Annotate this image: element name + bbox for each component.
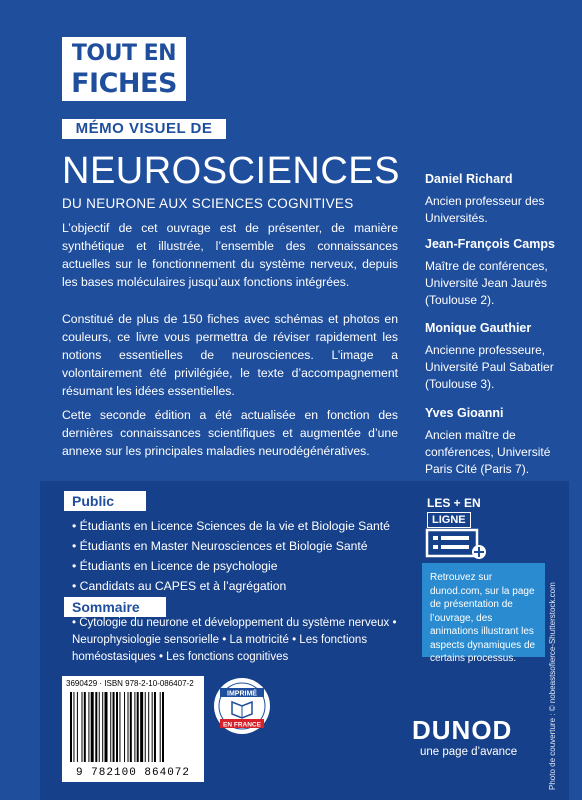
online-document-icon bbox=[425, 528, 489, 565]
barcode-bar bbox=[116, 692, 118, 762]
barcode-bars-icon bbox=[70, 692, 196, 762]
barcode-bar bbox=[160, 692, 161, 762]
barcode-bar bbox=[91, 692, 94, 762]
barcode-bar bbox=[145, 692, 146, 762]
logo-line2: FICHES bbox=[71, 68, 177, 99]
seal-top-text: IMPRIMÉ bbox=[227, 690, 257, 698]
publisher-tagline: une page d’avance bbox=[420, 746, 518, 758]
imprime-en-france-seal bbox=[212, 676, 272, 741]
public-list bbox=[72, 516, 390, 596]
sommaire-text: • Cytologie du neurone et développement du système nerveux • Neurophysiologie sensorielle • La motricité • Les fonctions homéostasiques • Les fonctions cognitives bbox=[72, 617, 397, 663]
publisher-logo: DUNOD bbox=[412, 715, 513, 745]
author-description: Maître de conférences, Université Jean Jaurès (Toulouse 2). bbox=[425, 259, 548, 307]
barcode-bar bbox=[152, 692, 153, 762]
online-badge-line1: LES + EN bbox=[427, 496, 481, 510]
public-label: Public bbox=[64, 491, 146, 511]
description-paragraph-3: Cette seconde édition a été actualisée en fonction des dernières connaissances scientifiques et augmentée d’une annexe sur les principales maladies neurodégénératives. bbox=[62, 408, 398, 458]
list-item: • Étudiants en Licence de psychologie bbox=[72, 559, 278, 573]
list-item: • Étudiants en Master Neurosciences et Biologie Santé bbox=[72, 539, 368, 553]
photo-credit: Photo de couverture : © nobeastsofierce-Shutterstock.com bbox=[548, 582, 557, 790]
author-description: Ancien maître de conférences, Université Paris Cité (Paris 7). bbox=[425, 428, 551, 476]
barcode-bar bbox=[88, 692, 89, 762]
author-name: Monique Gauthier bbox=[425, 321, 532, 335]
barcode-bar bbox=[137, 692, 139, 762]
book-subtitle: DU NEURONE AUX SCIENCES COGNITIVES bbox=[62, 196, 354, 211]
barcode-bar bbox=[102, 692, 103, 762]
list-item: • Étudiants en Licence Sciences de la vie et Biologie Santé bbox=[72, 519, 390, 533]
barcode-bar bbox=[82, 692, 83, 762]
author-name: Jean-François Camps bbox=[425, 237, 555, 251]
barcode-bar bbox=[99, 692, 100, 762]
list-item: • Candidats au CAPES et à l’agrégation bbox=[72, 579, 287, 593]
barcode-bar bbox=[140, 692, 143, 762]
sommaire-label: Sommaire bbox=[64, 597, 166, 617]
isbn-barcode bbox=[62, 676, 204, 782]
barcode-bar bbox=[73, 692, 74, 762]
isbn-line: 3690429 · ISBN 978-2-10-086407-2 bbox=[66, 679, 194, 688]
series-label: MÉMO VISUEL DE bbox=[62, 119, 226, 139]
author-block bbox=[425, 172, 575, 227]
author-name: Yves Gioanni bbox=[425, 406, 504, 420]
logo-line1: TOUT EN bbox=[71, 41, 177, 66]
barcode-bar bbox=[110, 692, 111, 762]
barcode-bar bbox=[119, 692, 120, 762]
author-description: Ancien professeur des Universités. bbox=[425, 194, 545, 225]
barcode-bar bbox=[77, 692, 78, 762]
barcode-bar bbox=[105, 692, 108, 762]
author-description: Ancienne professeure, Université Paul Sabatier (Toulouse 3). bbox=[425, 343, 554, 391]
barcode-bar bbox=[95, 692, 97, 762]
author-block bbox=[425, 406, 575, 478]
barcode-bar bbox=[113, 692, 115, 762]
isbn-digits: 9 782100 864072 bbox=[75, 767, 191, 779]
barcode-bar bbox=[154, 692, 156, 762]
barcode-bar bbox=[148, 692, 149, 762]
online-resources-text: Retrouvez sur dunod.com, sur la page de présentation de l’ouvrage, des animations illustrant les aspects dynamiques de certains processus. bbox=[422, 563, 545, 657]
barcode-bar bbox=[124, 692, 125, 762]
book-title: NEUROSCIENCES bbox=[62, 150, 400, 192]
description-paragraph-2: Constitué de plus de 150 fiches avec schémas et photos en couleurs, ce livre vous permettra de réviser rapidement les notions essentielles de neurosciences. L’image a volontairement été privilégiée, le texte d’accompagnement résumant les idées essentielles. bbox=[62, 312, 398, 398]
barcode-bar bbox=[70, 692, 72, 762]
barcode-bar bbox=[162, 692, 164, 762]
online-badge bbox=[427, 496, 487, 528]
barcode-bar bbox=[134, 692, 135, 762]
online-badge-line2: LIGNE bbox=[427, 512, 471, 528]
barcode-bar bbox=[130, 692, 132, 762]
author-block bbox=[425, 321, 575, 393]
author-name: Daniel Richard bbox=[425, 172, 513, 186]
barcode-bar bbox=[128, 692, 129, 762]
description-paragraph-1: L’objectif de cet ouvrage est de présenter, de manière synthétique et illustrée, l’ensemble des connaissances actuelles sur le fonctionnement du système nerveux, depuis les bases moléculaires jusqu’aux fonctions intégrées. bbox=[62, 221, 398, 289]
tout-en-fiches-logo bbox=[62, 37, 186, 101]
author-block bbox=[425, 237, 575, 309]
seal-bottom-text: EN FRANCE bbox=[223, 721, 261, 729]
barcode-bar bbox=[84, 692, 86, 762]
